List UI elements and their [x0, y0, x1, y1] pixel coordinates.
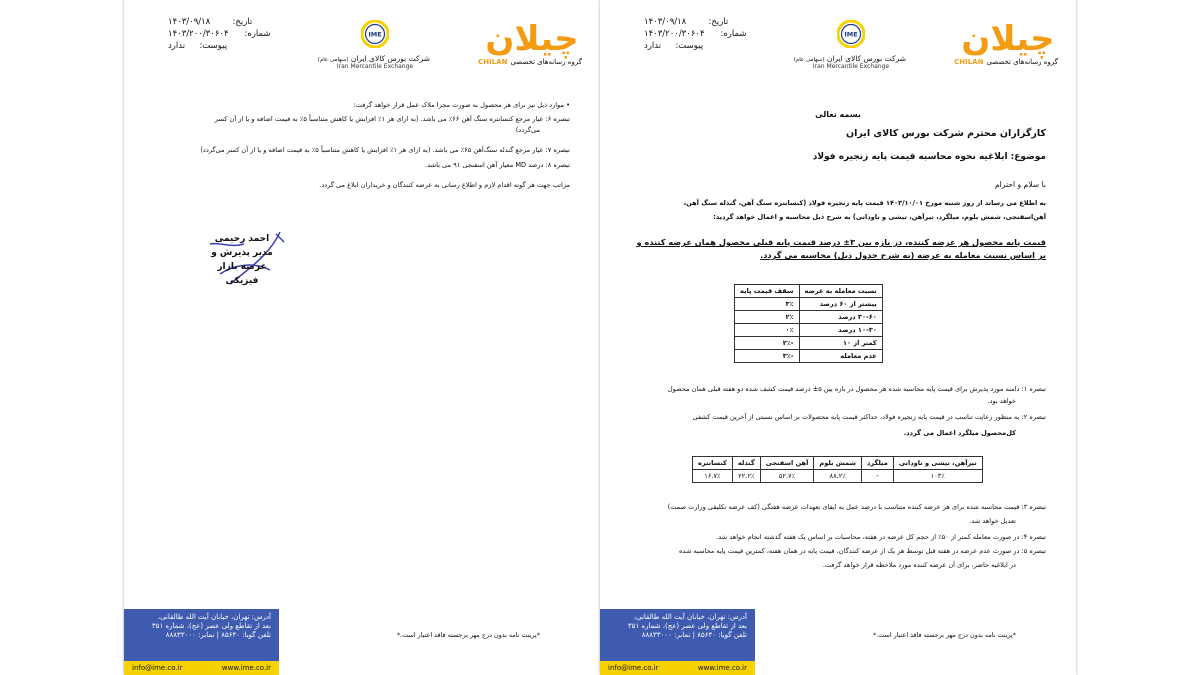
ime-company-name: شرکت بورس کالای ایران (سهامی عام): [793, 54, 906, 63]
header-rebar: میلگرد: [862, 457, 894, 470]
cap-cell: ۲٪: [735, 311, 800, 324]
number-value: ۱۴۰۳/۲۰۰/۳۰۶۰۴: [168, 29, 229, 39]
address-footer: [124, 609, 279, 661]
ratio-cell: بیشتر از ۶۰ درصد: [799, 298, 882, 311]
address-line-2: بعد از تقاطع ولی عصر (عج)، شماره ۳۵۱: [627, 622, 747, 630]
intro-line-1: به اطلاع می رساند از روز شنبه مورخ ۱۴۰۳/۱۰/۰۱ قیمت پایه زنجیره فولاد (کنسانتره سنگ آهن، گندله سنگ آهن،: [683, 199, 1046, 207]
header-ratio: نسبت معامله به عرضه: [799, 285, 882, 298]
attachment-value: ندارد: [644, 41, 662, 51]
header-beams: تیرآهن، تیشی و ناودانی: [893, 457, 982, 470]
chilan-english: CHILAN: [478, 58, 508, 66]
product-ratio-table: [692, 456, 983, 483]
note-5: تبصره ۵: در صورت عدم عرضه در هفته قبل توسط هر یک از عرضه کنندگان، قیمت پایه در همان هفته، کمترین قیمت پایه محاسبه شده: [678, 547, 1046, 555]
ime-logo: [317, 20, 430, 70]
note-4: تبصره ۴: در صورت معامله کمتر از ۵۰٪ از حجم کل عرضه در هفته، محاسبات بر اساس یک هفته گذشته انجام خواهد شد.: [716, 533, 1046, 541]
chilan-wordmark: چیلان: [485, 19, 579, 59]
ratio-cell: کمتر از ۱۰: [799, 337, 882, 350]
address-line-1: آدرس: تهران، خیابان آیت الله طالقانی،: [633, 613, 747, 621]
email-link[interactable]: info@ime.co.ir: [132, 664, 183, 672]
note-6-continued: می‌گردد): [515, 126, 540, 134]
chilan-subtitle: گروه رسانه‌های تخصصی: [986, 58, 1058, 66]
note-2-continued: کل‌محصول میلگرد اعمال می گردد.: [903, 429, 1016, 437]
ime-emblem-icon: [837, 20, 865, 48]
svg-text:IME: IME: [844, 30, 858, 39]
chilan-english: CHILAN: [954, 58, 984, 66]
attachment-label: پیوست:: [199, 41, 228, 51]
ratio-cell: -: [862, 470, 894, 483]
chilan-logo: [478, 19, 582, 66]
date-label: تاریخ:: [232, 17, 253, 27]
svg-text:IME: IME: [368, 30, 382, 39]
note-3-continued: تعدیل خواهد شد.: [969, 517, 1016, 525]
chilan-logo: [954, 19, 1058, 66]
basmala-heading: بسمه تعالی: [815, 110, 861, 119]
signatory-title-1: مدیر پذیرش و: [211, 248, 273, 258]
note-7: تبصره ۷: عیار مرجع گندله سنگ‌آهن ۶۵٪ می باشد. (به ازای هر ۱٪ افزایش یا کاهش متناسباً ۵٪ به قیمت اضافه و یا از آن کسر می‌گردد): [200, 146, 570, 154]
ratio-cell: ۱۰۳٪: [893, 470, 982, 483]
website-link[interactable]: www.ime.co.ir: [221, 664, 271, 672]
letter-meta: [164, 16, 294, 52]
note-3: تبصره ۳: قیمت محاسبه شده برای هر عرضه کننده متناسب با درصد عمل به ایفای تعهدات عرضه هفتگی (کف عرضه تکلیفی وزارت صمت): [667, 503, 1046, 511]
signatory-title-2: عرضه بازار فیزیکی: [217, 262, 267, 286]
number-label: شماره:: [244, 29, 271, 39]
table-row: [735, 298, 883, 311]
header-concentrate: کنسانتره: [693, 457, 733, 470]
note-1-continued: خواهد بود.: [987, 397, 1016, 405]
contact-bar: [600, 661, 755, 675]
attachment-value: ندارد: [168, 41, 186, 51]
greeting: با سلام و احترام: [994, 180, 1046, 189]
website-link[interactable]: www.ime.co.ir: [697, 664, 747, 672]
cap-cell: -۳٪: [735, 350, 800, 363]
note-5-continued: در ابلاغیه حاضر، برای آن عرضه کننده مورد ملاحظه قرار خواهد گرفت.: [822, 561, 1016, 569]
number-label: شماره:: [720, 29, 747, 39]
subject-line: موضوع: ابلاغیه نحوه محاسبه قیمت پایه زنجیره فولاد: [812, 152, 1046, 162]
ime-logo: [793, 20, 906, 70]
phone-line: تلفن گویا: ۸۵۶۴۰ | نمابر: ۸۸۸۳۳۰۰۰: [165, 631, 271, 639]
address-line-1: آدرس: تهران، خیابان آیت الله طالقانی،: [157, 613, 271, 621]
addressee: کارگزاران محترم شرکت بورس کالای ایران: [845, 128, 1046, 139]
foot-note: *پرینت نامه بدون درج مهر برجسته فاقد اعتبار است.*: [396, 631, 540, 639]
date-value: ۱۴۰۳/۰۹/۱۸: [644, 17, 687, 27]
email-link[interactable]: info@ime.co.ir: [608, 664, 659, 672]
table-row: [735, 337, 883, 350]
address-footer: [600, 609, 755, 661]
header-cap: سقف قیمت پایه: [735, 285, 800, 298]
intro-line-2: آهن‌اسفنجی، شمش بلوم، میلگرد، تیرآهن، تیشی و ناودانی) به شرح ذیل محاسبه و اعمال خواهد گردید:: [713, 213, 1046, 221]
phone-line: تلفن گویا: ۸۵۶۴۰ | نمابر: ۸۸۸۳۳۰۰۰: [641, 631, 747, 639]
paragraph-intro: • موارد ذیل نیز برای هر محصول به صورت مجزا ملاک عمل قرار خواهد گرفت:: [353, 101, 570, 109]
table-row: [735, 350, 883, 363]
ime-english-name: Iran Mercantile Exchange: [812, 63, 890, 70]
foot-note: *پرینت نامه بدون درج مهر برجسته فاقد اعتبار است.*: [872, 631, 1016, 639]
contact-bar: [124, 661, 279, 675]
attachment-label: پیوست:: [675, 41, 704, 51]
signatory-name: احمد رحیمی: [214, 234, 270, 244]
table-row: [735, 324, 883, 337]
ratio-cell: ۲۲.۲٪: [732, 470, 760, 483]
date-value: ۱۴۰۳/۰۹/۱۸: [168, 17, 211, 27]
table-row: [735, 311, 883, 324]
ime-emblem-icon: [361, 20, 389, 48]
table-row: [693, 470, 983, 483]
table-header-row: [735, 285, 883, 298]
ime-company-name: شرکت بورس کالای ایران (سهامی عام): [317, 54, 430, 63]
closing-line: مراتب جهت هر گونه اقدام لازم و اطلاع رسانی به عرضه کنندگان و خریداران ابلاغ می گردد.: [319, 181, 570, 189]
header-sponge-iron: آهن اسفنجی: [760, 457, 814, 470]
signature-block: [202, 232, 282, 288]
header-pellet: گندله: [732, 457, 760, 470]
letter-page-2: [124, 0, 600, 675]
pricing-rule: قیمت پایه محصول هر عرضه کننده، در بازه بین ۳± درصد قیمت پایه قبلی محصول همان عرضه کننده و بر اساس نسبت معامله به عرضه (به شرح جدول ذیل) محاسبه می گردد.: [636, 237, 1046, 260]
letter-page-1: [600, 0, 1076, 675]
header-bloom: شمش بلوم: [814, 457, 862, 470]
ratio-cell: ۳۰-۶۰ درصد: [799, 311, 882, 324]
chilan-wordmark: چیلان: [961, 19, 1055, 59]
price-cap-table: [734, 284, 883, 363]
ratio-cell: ۱۶.۷٪: [693, 470, 733, 483]
ratio-cell: عدم معامله: [799, 350, 882, 363]
address-line-2: بعد از تقاطع ولی عصر (عج)، شماره ۳۵۱: [151, 622, 271, 630]
cap-cell: -۲٪: [735, 337, 800, 350]
chilan-subtitle: گروه رسانه‌های تخصصی: [510, 58, 582, 66]
cap-cell: ۰٪: [735, 324, 800, 337]
note-1: تبصره ۱: دامنه مورد پذیرش برای قیمت پایه محاسبه شده هر محصول در بازه بین ۵± درصد قیمت کشف شده دو هفته قبلی همان محصول: [667, 385, 1046, 393]
note-8: تبصره ۸: درصد MD معیار آهن اسفنجی ۹۱ می باشد.: [425, 161, 570, 169]
ratio-cell: ۵۲.۷٪: [760, 470, 814, 483]
letter-meta: [640, 16, 770, 52]
number-value: ۱۴۰۳/۲۰۰/۳۰۶۰۴: [644, 29, 705, 39]
date-label: تاریخ:: [708, 17, 729, 27]
note-2: تبصره ۲: به منظور رعایت تناسب در قیمت پایه زنجیره فولاد، حداکثر قیمت پایه محصولات بر اساس نسبتی از آخرین قیمت کشفی: [692, 413, 1046, 421]
ime-english-name: Iran Mercantile Exchange: [336, 63, 414, 70]
ratio-cell: ۱۰-۳۰ درصد: [799, 324, 882, 337]
note-6: تبصره ۶: عیار مرجع کنسانتره سنگ آهن ۶۶٪ می باشد. (به ازای هر ۱٪ افزایش یا کاهش متناسباً ۵٪ به قیمت اضافه و یا از آن کسر: [214, 115, 570, 123]
cap-cell: ۳٪: [735, 298, 800, 311]
table-header-row: [693, 457, 983, 470]
ratio-cell: ۸۸.۲٪: [814, 470, 862, 483]
